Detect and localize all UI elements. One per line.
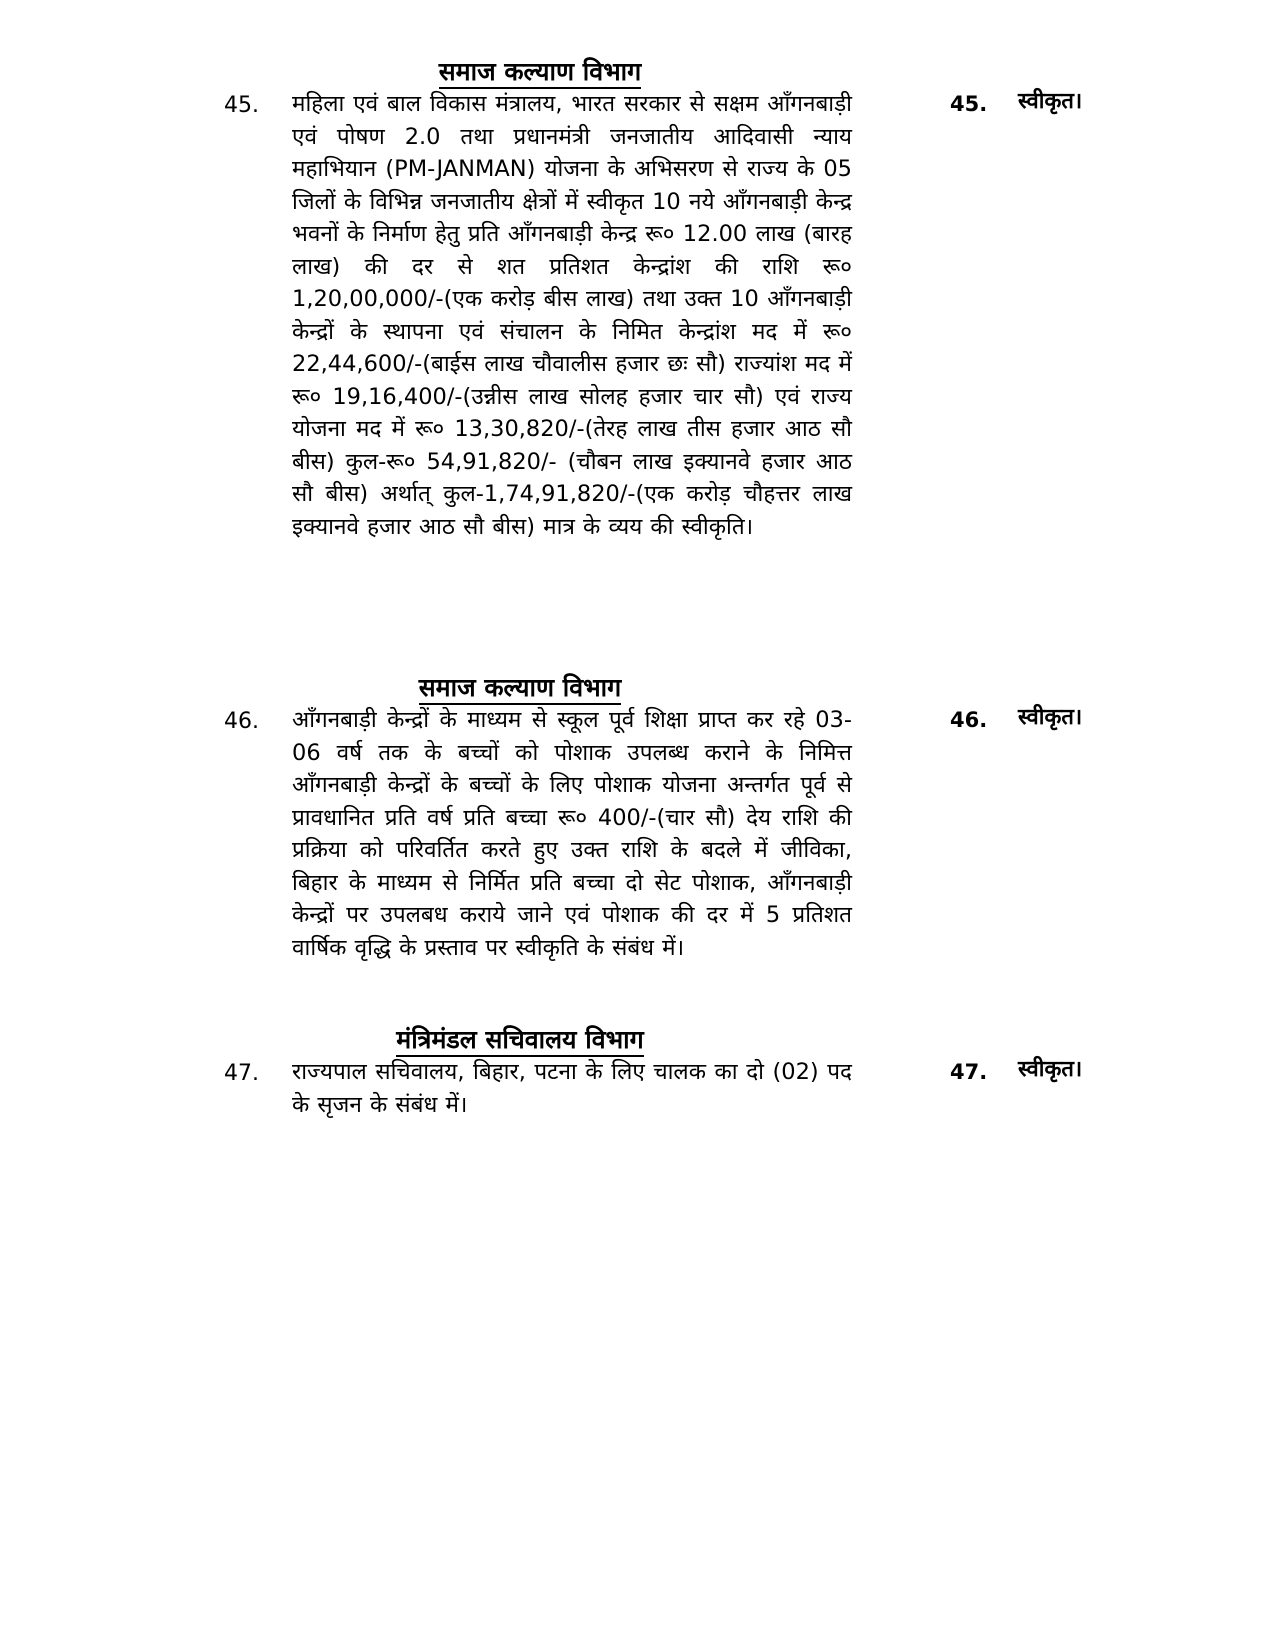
department-heading: समाज कल्याण विभाग [260,56,820,88]
department-heading: मंत्रिमंडल सचिवालय विभाग [240,1024,800,1056]
decision-number: 47. [950,1060,988,1084]
decision-number: 46. [950,708,988,732]
item-number: 45. [224,93,259,118]
decision-status: स्वीकृत। [1018,1057,1083,1082]
department-heading: समाज कल्याण विभाग [240,672,800,704]
item-number: 46. [224,709,259,734]
item-description: महिला एवं बाल विकास मंत्रालय, भारत सरकार से सक्षम आँगनबाड़ी एवं पोषण 2.0 तथा प्रधानमंत्री जनजातीय आदिवासी न्याय महाभियान (PM-JANMAN) योजना के अभिसरण से राज्य के 05 जिलों के विभिन्न जनजातीय क्षेत्रों में स्वीकृत 10 नये आँगनबाड़ी केन्द्र भवनों के निर्माण हेतु प्रति आँगनबाड़ी केन्द्र रू० 12.00 लाख (बारह लाख) की दर से शत प्रतिशत केन्द्रांश की राशि रू० 1,20,00,000/-(एक करोड़ बीस लाख) तथा उक्त 10 आँगनबाड़ी केन्द्रों के स्थापना एवं संचालन के निमित केन्द्रांश मद में रू० 22,44,600/-(बाईस लाख चौवालीस हजार छः सौ) राज्यांश मद में रू० 19,16,400/-(उन्नीस लाख सोलह हजार चार सौ) एवं राज्य योजना मद में रू० 13,30,820/-(तेरह लाख तीस हजार आठ सौ बीस) कुल-रू० 54,91,820/- (चौबन लाख इक्यानवे हजार आठ सौ बीस) अर्थात् कुल-1,74,91,820/-(एक करोड़ चौहत्तर लाख इक्यानवे हजार आठ सौ बीस) मात्र के व्यय की स्वीकृति। [292,91,852,540]
decision-status: स्वीकृत। [1018,89,1083,114]
item-description: आँगनबाड़ी केन्द्रों के माध्यम से स्कूल पूर्व शिक्षा प्राप्त कर रहे 03-06 वर्ष तक के बच्चों को पोशाक उपलब्ध कराने के निमित्त आँगनबाड़ी केन्द्रों के बच्चों के लिए पोशाक योजना अन्तर्गत पूर्व से प्रावधानित प्रति वर्ष प्रति बच्चा रू० 400/-(चार सौ) देय राशि की प्रक्रिया को परिवर्तित करते हुए उक्त राशि के बदले में जीविका, बिहार के माध्यम से निर्मित प्रति बच्चा दो सेट पोशाक, आँगनबाड़ी केन्द्रों पर उपलबध कराये जाने एवं पोशाक की दर में 5 प्रतिशत वार्षिक वृद्धि के प्रस्ताव पर स्वीकृति के संबंध में। [292,707,852,961]
item-description: राज्यपाल सचिवालय, बिहार, पटना के लिए चालक का दो (02) पद के सृजन के संबंध में। [292,1059,852,1118]
decision-number: 45. [950,92,988,116]
item-number: 47. [224,1061,259,1086]
decision-status: स्वीकृत। [1018,705,1083,730]
